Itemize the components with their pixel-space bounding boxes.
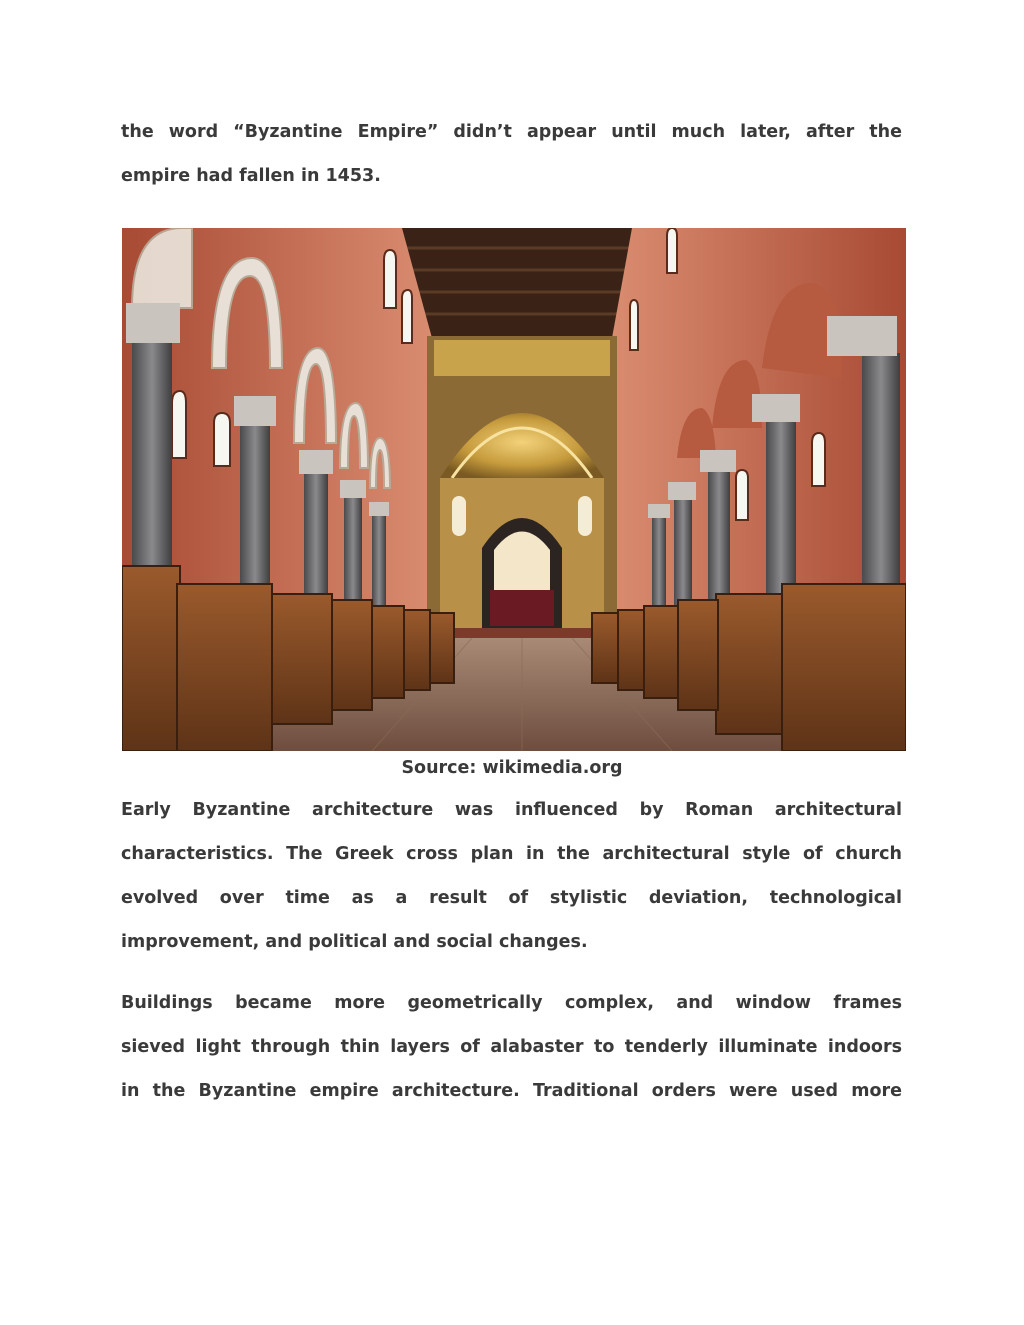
paragraph-line: in the Byzantine empire architecture. Traditional orders were used more — [121, 1081, 902, 1101]
paragraph-line: evolved over time as a result of stylistic deviation, technological — [121, 888, 902, 908]
body-paragraph-2 — [121, 981, 902, 1113]
paragraph-line: sieved light through thin layers of alabaster to tenderly illuminate indoors — [121, 1037, 902, 1057]
paragraph-line: improvement, and political and social changes. — [121, 932, 588, 952]
basilica-interior-photo — [122, 228, 906, 751]
paragraph-line: Early Byzantine architecture was influenced by Roman architectural — [121, 800, 902, 820]
intro-line: the word “Byzantine Empire” didn’t appear until much later, after the — [121, 122, 902, 142]
intro-line: empire had fallen in 1453. — [121, 166, 381, 186]
image-caption: Source: wikimedia.org — [401, 758, 623, 778]
basilica-interior-illustration — [122, 228, 906, 751]
intro-paragraph — [121, 110, 902, 198]
body-paragraph-1 — [121, 788, 902, 964]
paragraph-line: characteristics. The Greek cross plan in the architectural style of church — [121, 844, 902, 864]
paragraph-line: Buildings became more geometrically complex, and window frames — [121, 993, 902, 1013]
